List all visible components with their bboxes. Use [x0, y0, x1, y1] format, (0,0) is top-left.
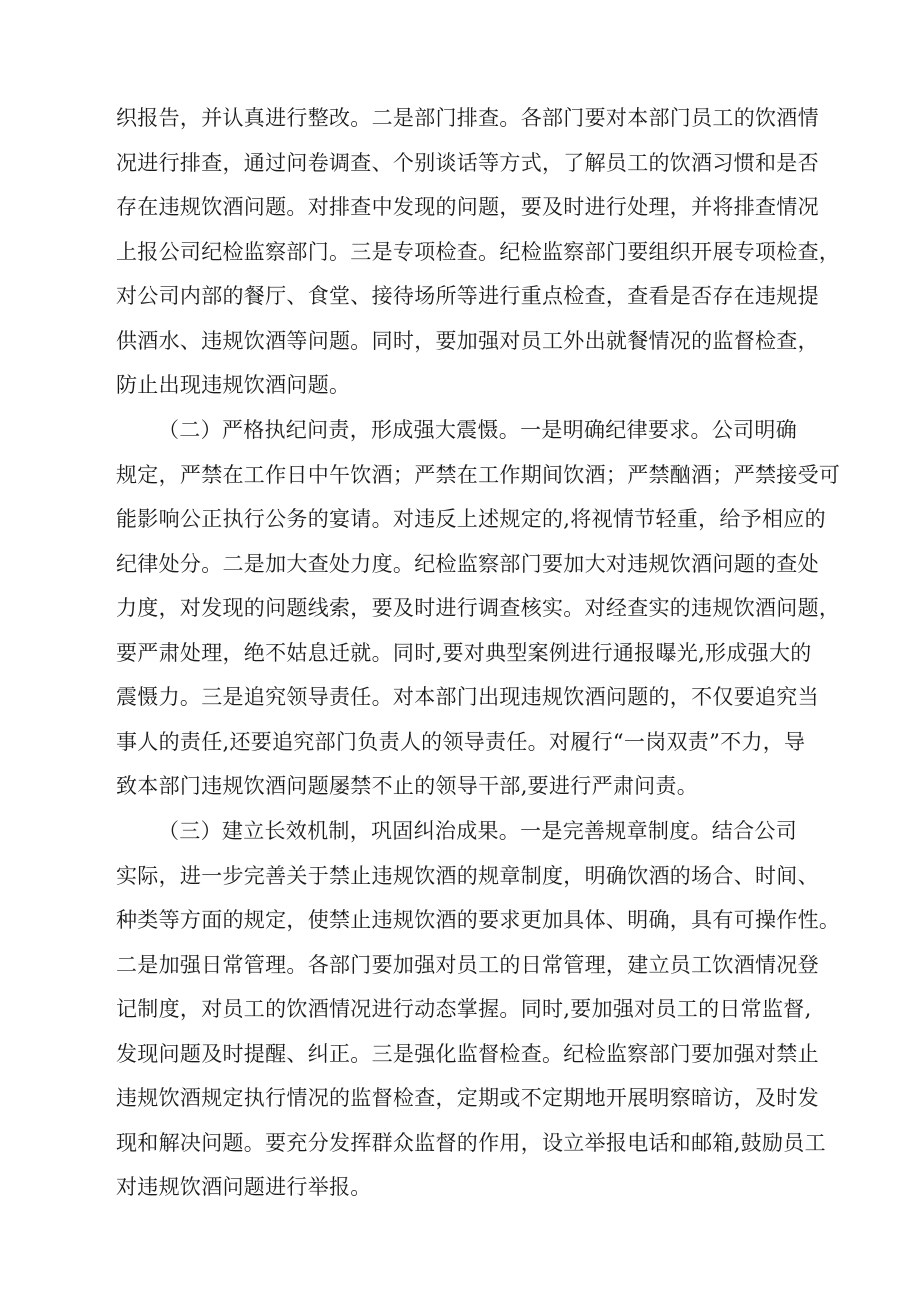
paragraph-line: 事人的责任,还要追究部门负责人的领导责任。对履行“一岗双责”不力，导 [116, 729, 806, 754]
paragraph-line: 记制度，对员工的饮酒情况进行动态掌握。同时,要加强对员工的日常监督, [116, 997, 812, 1021]
paragraph-line: 对违规饮酒问题进行举报。 [116, 1175, 372, 1199]
paragraph-heading-line: （三）建立长效机制，巩固纠治成果。一是完善规章制度。结合公司 [158, 819, 797, 843]
paragraph-line: 供酒水、违规饮酒等问题。同时，要加强对员工外出就餐情况的监督检查， [116, 328, 819, 353]
paragraph-heading-line: （二）严格执纪问责，形成强大震慑。一是明确纪律要求。公司明确 [158, 418, 797, 442]
paragraph-line: 织报告，并认真进行整改。二是部门排查。各部门要对本部门员工的饮酒情 [116, 106, 819, 130]
paragraph-line: 防止出现违规饮酒问题。 [116, 373, 351, 397]
paragraph-line: 二是加强日常管理。各部门要加强对员工的日常管理，建立员工饮酒情况登 [116, 952, 819, 977]
paragraph-line: 对公司内部的餐厅、食堂、接待场所等进行重点检查，查看是否存在违规提 [116, 284, 819, 308]
paragraph-line: 发现问题及时提醒、纠正。三是强化监督检查。纪检监察部门要加强对禁止 [116, 1041, 819, 1066]
paragraph-line: 存在违规饮酒问题。对排查中发现的问题，要及时进行处理，并将排查情况 [116, 195, 819, 219]
paragraph-line: 况进行排查，通过问卷调查、个别谈话等方式，了解员工的饮酒习惯和是否 [116, 150, 819, 175]
paragraph-line: 震慑力。三是追究领导责任。对本部门出现违规饮酒问题的，不仅要追究当 [116, 685, 819, 709]
paragraph-2 [116, 408, 846, 809]
paragraph-line: 要严肃处理，绝不姑息迁就。同时,要对典型案例进行通报曝光,形成强大的 [116, 640, 812, 665]
paragraph-line: 种类等方面的规定，使禁止违规饮酒的要求更加具体、明确，具有可操作性。 [116, 908, 841, 932]
paragraph-1 [116, 96, 846, 408]
paragraph-line: 致本部门违规饮酒问题屡禁不止的领导干部,要进行严肃问责。 [116, 774, 699, 798]
paragraph-line: 实际，进一步完善关于禁止违规饮酒的规章制度，明确饮酒的场合、时间、 [116, 863, 819, 888]
paragraph-3 [116, 809, 846, 1210]
paragraph-line: 上报公司纪检监察部门。三是专项检查。纪检监察部门要组织开展专项检查， [116, 239, 841, 264]
paragraph-line: 纪律处分。二是加大查处力度。纪检监察部门要加大对违规饮酒问题的查处 [116, 551, 819, 576]
paragraph-line: 规定，严禁在工作日中午饮酒；严禁在工作期间饮酒；严禁酗酒；严禁接受可 [116, 462, 841, 487]
paragraph-line: 能影响公正执行公务的宴请。对违反上述规定的,将视情节轻重，给予相应的 [116, 507, 826, 531]
paragraph-line: 力度，对发现的问题线索，要及时进行调查核实。对经查实的违规饮酒问题， [116, 596, 841, 620]
paragraph-line: 现和解决问题。要充分发挥群众监督的作用，设立举报电话和邮箱,鼓励员工 [116, 1130, 826, 1155]
paragraph-line: 违规饮酒规定执行情况的监督检查，定期或不定期地开展明察暗访，及时发 [116, 1086, 819, 1110]
